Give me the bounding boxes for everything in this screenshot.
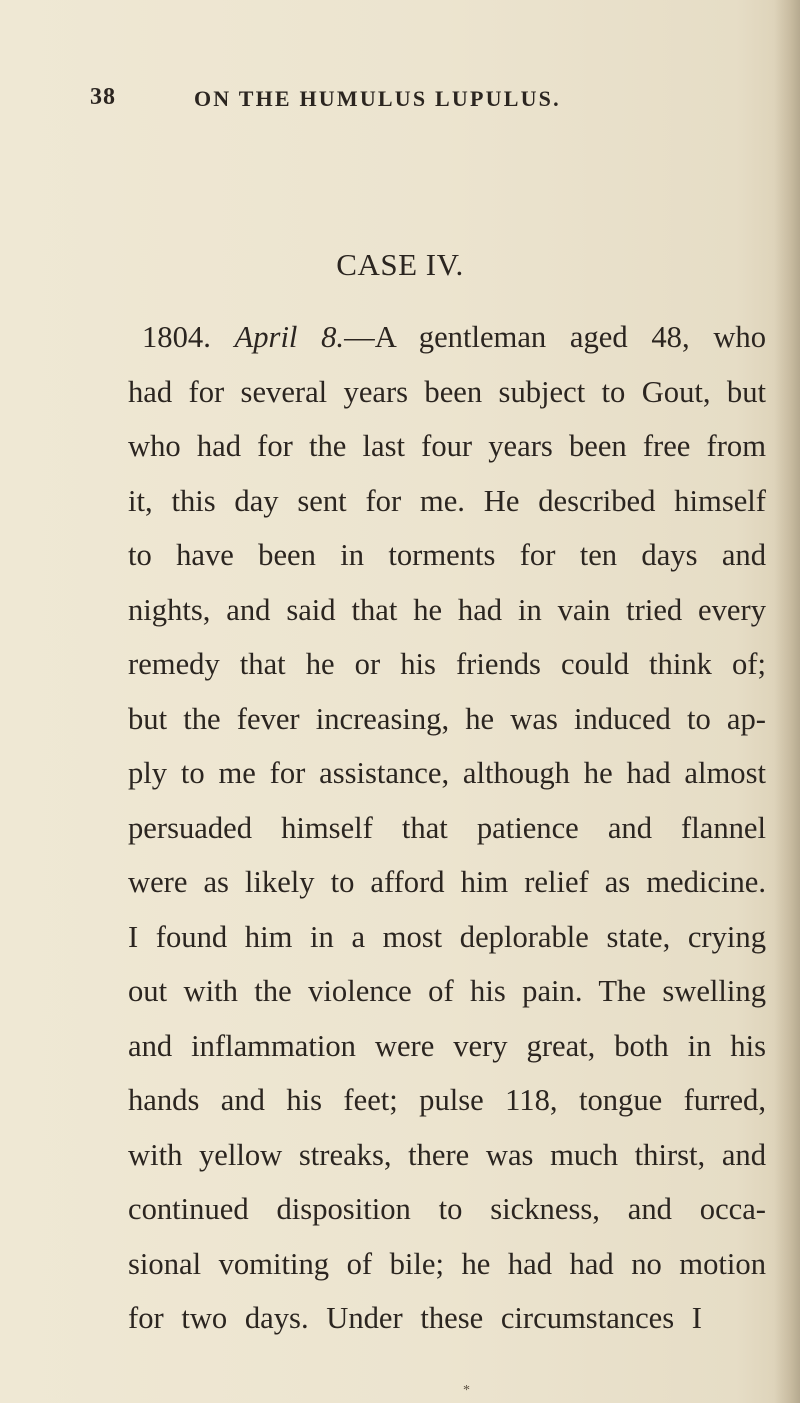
text-line: had for several years been subject to Gout, but (128, 374, 766, 409)
text-line: and inflammation were very great, both in his (128, 1028, 766, 1063)
text-line: nights, and said that he had in vain tried every (128, 592, 766, 627)
date-month-day: April 8. (234, 320, 345, 354)
page-edge-shadow (774, 0, 800, 1403)
running-head-title: ON THE HUMULUS LUPULUS. (194, 86, 561, 111)
text-line: who had for the last four years been free from (128, 429, 766, 463)
text-line-1 (128, 310, 766, 365)
case-heading: CASE IV. (336, 247, 464, 282)
running-head (90, 84, 680, 124)
text-line: sional vomiting of bile; he had had no motion (128, 1246, 766, 1281)
text-line: hands and his feet; pulse 118, tongue furred, (128, 1083, 766, 1117)
date-year: 1804. (142, 320, 211, 354)
text-line: remedy that he or his friends could think of; (128, 647, 766, 681)
body-text (128, 310, 766, 1346)
line-text: —A gentleman aged 48, who (344, 320, 767, 354)
text-line: I found him in a most deplorable state, crying (128, 919, 766, 954)
text-line: were as likely to afford him relief as medicine. (128, 865, 766, 899)
text-line: out with the violence of his pain. The swelling (128, 974, 766, 1008)
text-line: continued disposition to sickness, and occa- (128, 1192, 766, 1226)
text-line: for two days. Under these circumstances I (128, 1301, 702, 1335)
text-line: with yellow streaks, there was much thirst, and (128, 1137, 766, 1172)
text-line: to have been in torments for ten days and (128, 538, 766, 572)
page-number: 38 (90, 84, 116, 110)
text-line: persuaded himself that patience and flannel (128, 810, 766, 845)
footer-mark: * (463, 1383, 470, 1398)
text-line: it, this day sent for me. He described himself (128, 483, 766, 518)
text-line: but the fever increasing, he was induced to ap- (128, 701, 766, 736)
text-line: ply to me for assistance, although he had almost (128, 756, 766, 790)
